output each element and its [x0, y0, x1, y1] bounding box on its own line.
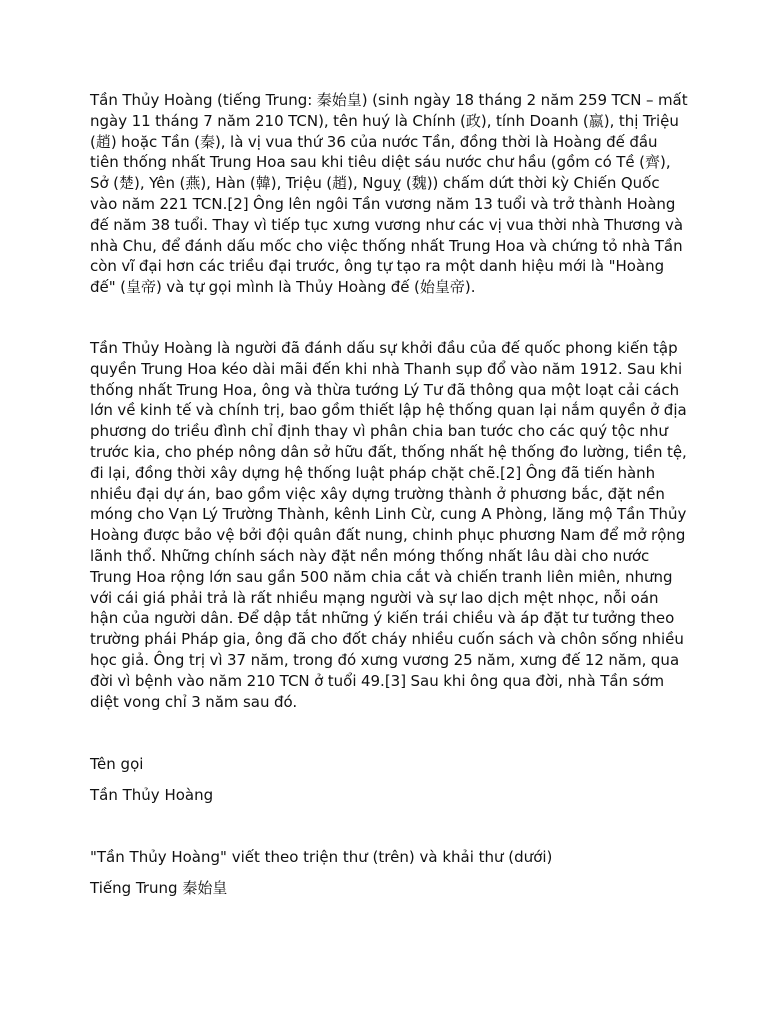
section-name-value: Tần Thủy Hoàng — [90, 786, 214, 805]
document-page — [90, 90, 690, 898]
script-caption: "Tần Thủy Hoàng" viết theo triện thư (trên) và khải thư (dưới) — [90, 848, 553, 867]
history-paragraph: Tần Thủy Hoàng là người đã đánh dấu sự khởi đầu của đế quốc phong kiến tập quyền Trung Hoa kéo dài mãi đến khi nhà Thanh sụp đổ vào năm 1912. Sau khi thống nhất Trung Hoa, ông và thừa tướng Lý Tư đã thông qua một loạt cải cách lớn về kinh tế và chính trị, bao gồm thiết lập hệ thống quan lại nắm quyền ở địa phương do triều đình chỉ định thay vì phân chia ban tước cho các quý tộc như trước kia, cho phép nông dân sở hữu đất, thống nhất hệ thống đo lường, tiền tệ, đi lại, đồng thời xây dựng hệ thống luật pháp chặt chẽ.[2] Ông đã tiến hành nhiều đại dự án, bao gồm việc xây dựng trường thành ở phương bắc, đặt nền móng cho Vạn Lý Trường Thành, kênh Linh Cừ, cung A Phòng, lăng mộ Tần Thủy Hoàng được bảo vệ bởi đội quân đất nung, chinh phục phương Nam để mở rộng lãnh thổ. Những chính sách này đặt nền móng thống nhất lâu dài cho nước Trung Hoa rộng lớn sau gần 500 năm chia cắt và chiến tranh liên miên, nhưng với cái giá phải trả là rất nhiều mạng người và sự lao dịch mệt nhọc, nỗi oán hận của người dân. Để dập tắt những ý kiến trái chiều và áp đặt tư tưởng theo trường phái Pháp gia, ông đã cho đốt cháy nhiều cuốn sách và chôn sống nhiều học giả. Ông trị vì 37 năm, trong đó xưng vương 25 năm, xưng đế 12 năm, qua đời vì bệnh vào năm 210 TCN ở tuổi 49.[3] Sau khi ông qua đời, nhà Tần sớm diệt vong chỉ 3 năm sau đó. — [90, 338, 687, 711]
chinese-name-line: Tiếng Trung 秦始皇 — [90, 879, 228, 898]
section-heading-name: Tên gọi — [90, 755, 144, 774]
intro-paragraph: Tần Thủy Hoàng (tiếng Trung: 秦始皇) (sinh ngày 18 tháng 2 năm 259 TCN – mất ngày 11 tháng 7 năm 210 TCN), tên huý là Chính (政), tính Doanh (嬴), thị Triệu (趙) hoặc Tần (秦), là vị vua thứ 36 của nước Tần, đồng thời là Hoàng đế đầu tiên thống nhất Trung Hoa sau khi tiêu diệt sáu nước chư hầu (gồm có Tề (齊), Sở (楚), Yên (燕), Hàn (韓), Triệu (趙), Nguỵ (魏)) chấm dứt thời kỳ Chiến Quốc vào năm 221 TCN.[2] Ông lên ngôi Tần vương năm 13 tuổi và trở thành Hoàng đế năm 38 tuổi. Thay vì tiếp tục xưng vương như các vị vua thời nhà Thương và nhà Chu, để đánh dấu mốc cho việc thống nhất Trung Hoa và chứng tỏ nhà Tần còn vĩ đại hơn các triều đại trước, ông tự tạo ra một danh hiệu mới là "Hoàng đế" (皇帝) và tự gọi mình là Thủy Hoàng đế (始皇帝). — [90, 91, 688, 297]
